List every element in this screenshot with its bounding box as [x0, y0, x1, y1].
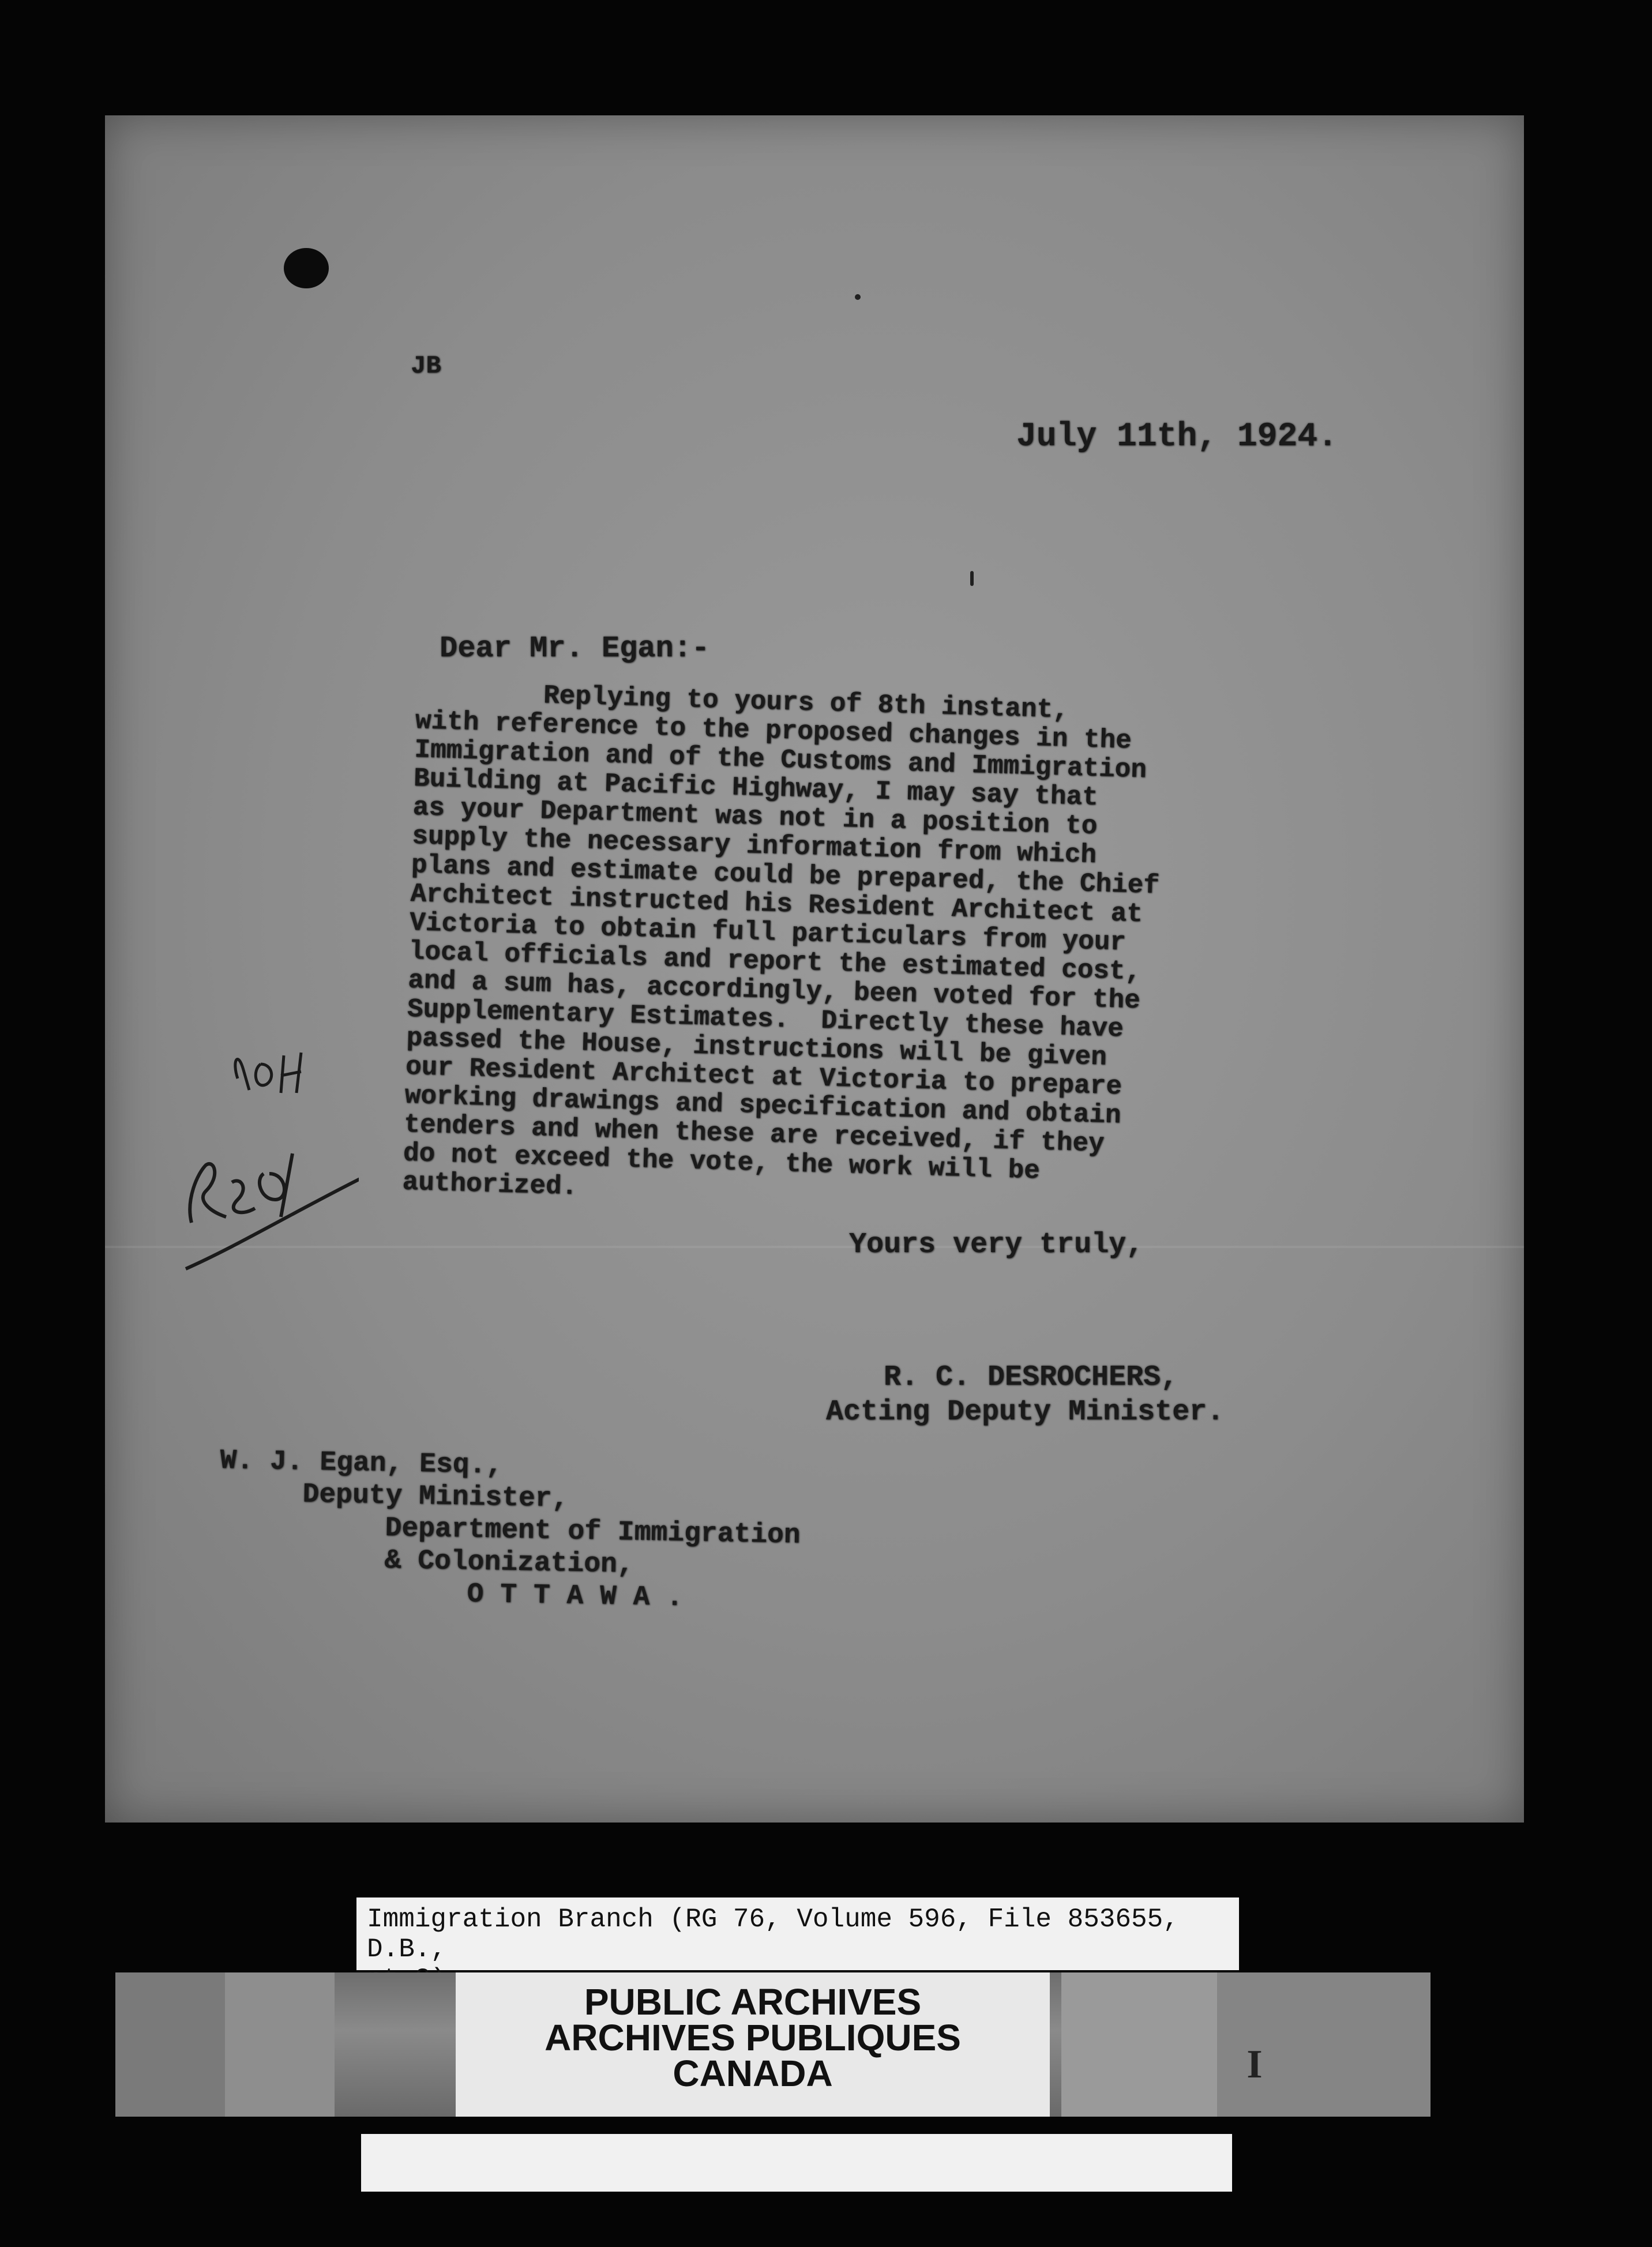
strip-segment	[225, 1972, 335, 2117]
handwritten-mark-upper	[235, 1053, 301, 1093]
signatory-title: Acting Deputy Minister.	[826, 1396, 1225, 1429]
speck	[855, 294, 861, 300]
letter-page	[105, 115, 1524, 1823]
blank-label	[361, 2134, 1232, 2192]
strip-segment	[115, 1972, 225, 2117]
letter-date: July 11th, 1924.	[1016, 418, 1338, 456]
speck	[970, 571, 974, 586]
letter-body: Replying to yours of 8th instant, with reference to the proposed changes in the Immigration and of the Customs and Immigration Building at Pacific Highway, I may say that as your Department was not in a position to supply the necessary information from which plans and estimate could be prepared, the Chief Architect instructed his Resident Architect at Victoria to obtain full particulars from your local officials and report the estimated cost, and a sum has, accordingly, been voted for the Supplementary Estimates. Directly these have passed the House, instructions will be given our Resident Architect at Victoria to prepare working drawings and specification and obtain tenders and when these are received, if they do not exceed the vote, the work will be authorized.	[401, 677, 1160, 1203]
typist-initials: JB	[411, 352, 441, 381]
strip-segment	[1061, 1972, 1217, 2117]
handwritten-mark-lower	[186, 1153, 359, 1269]
handwritten-annotations	[151, 946, 359, 1361]
archive-reference-label: Immigration Branch (RG 76, Volume 596, File 853655, D.B.,	[356, 1897, 1239, 1970]
punch-hole	[284, 248, 329, 288]
closing: Yours very truly,	[849, 1228, 1144, 1261]
frame-mark: I	[1246, 2042, 1263, 2087]
addressee-block: W. J. Egan, Esq., Deputy Minister, Department of Immigration & Colonization, O T T A W A .	[217, 1445, 801, 1614]
salutation: Dear Mr. Egan:-	[440, 632, 710, 666]
signatory-name: R. C. DESROCHERS,	[884, 1361, 1178, 1394]
public-archives-stamp	[456, 1972, 1050, 2117]
stamp-line-1: PUBLIC ARCHIVES	[584, 1981, 922, 2023]
stamp-line-2: ARCHIVES PUBLIQUES	[545, 2017, 961, 2058]
stamp-line-3: CANADA	[673, 2053, 833, 2094]
